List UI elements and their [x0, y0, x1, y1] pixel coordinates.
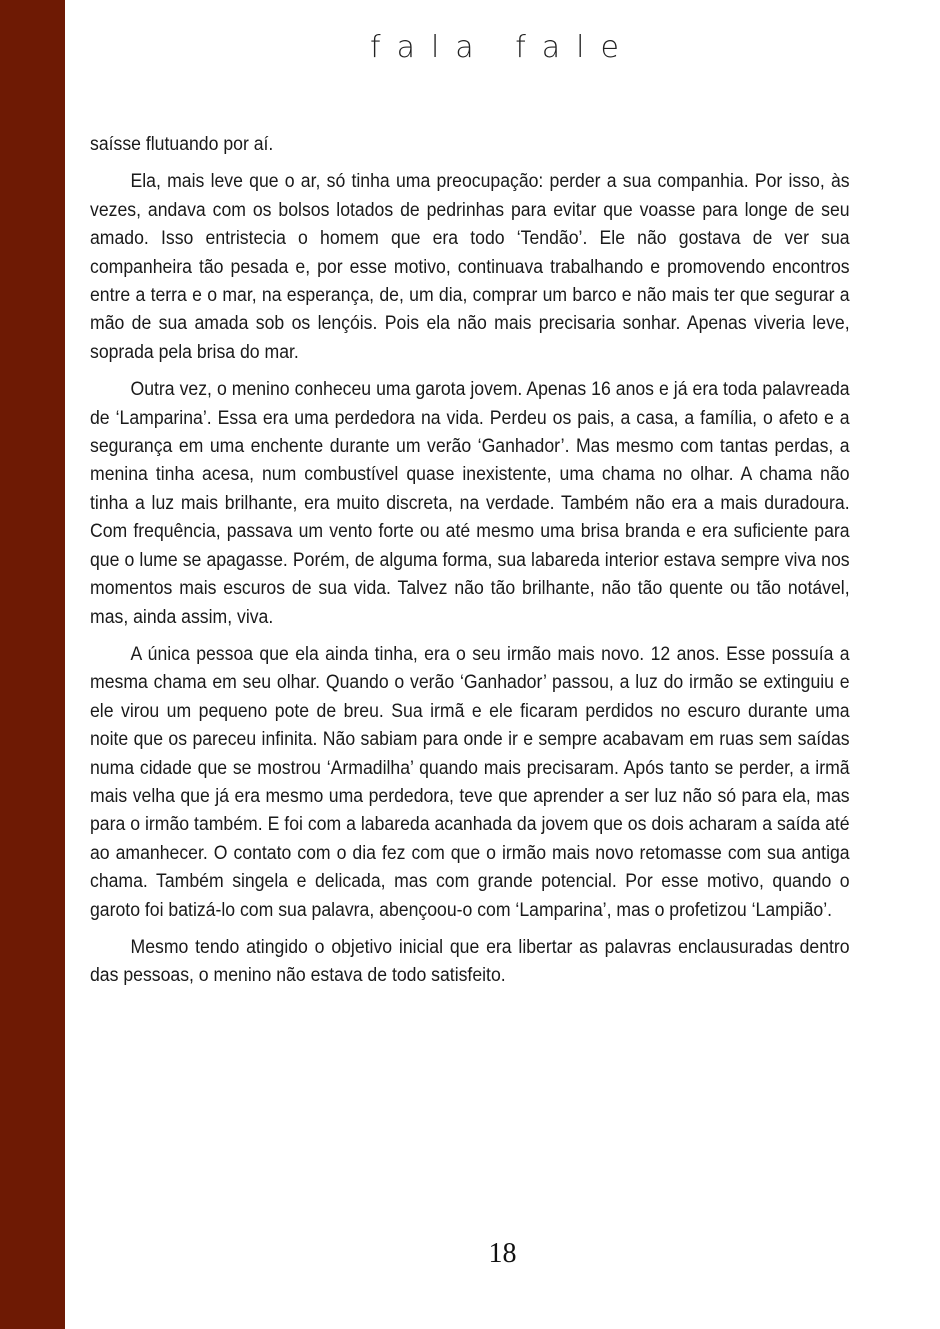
paragraph: Mesmo tendo atingido o objetivo inicial que era libertar as palavras enclausuradas dentro das pessoas, o menino não estava de todo satisfeito.: [90, 935, 850, 987]
running-head: [65, 30, 940, 65]
paragraph: A única pessoa que ela ainda tinha, era o seu irmão mais novo. 12 anos. Esse possuía a mesma chama em seu olhar. Quando o verão ‘Ganhador’ passou, a luz do irmão se extinguiu e ele virou um pequeno pote de breu. Sua irmã e ele ficaram perdidos no escuro durante uma noite que os pareceu infinita. Não sabiam para onde ir e sempre acabavam em ruas sem saídas numa cidade que se mostrou ‘Armadilha’ quando mais precisaram. Após tanto se perder, a irmã mais velha que já era mesmo uma perdedora, teve que aprender a ser luz não só para ela, mas para o irmão também. E foi com a labareda acanhada da jovem que os dois acharam a saída até ao amanhecer. O contato com o dia fez com que o irmão mais novo retomasse com sua antiga chama. Também singela e delicada, mas com grande potencial. Por esse motivo, quando o garoto foi batizá-lo com sua palavra, abençoou-o com ‘Lamparina’, mas o profetizou ‘Lampião’.: [90, 642, 850, 921]
paragraph: Outra vez, o menino conheceu uma garota jovem. Apenas 16 anos e já era toda palavreada de ‘Lamparina’. Essa era uma perdedora na vida. Perdeu os pais, a casa, a família, o afeto e a segurança em uma enchente durante um verão ‘Ganhador’. Mas mesmo com tantas perdas, a menina tinha acesa, num combustível quase inexistente, uma chama no olhar. A chama não tinha a luz mais brilhante, era muito discreta, na verdade. Também não era a mais duradoura. Com frequência, passava um vento forte ou até mesmo uma brisa branda e era suficiente para que o lume se apagasse. Porém, de alguma forma, sua labareda interior estava sempre viva nos momentos mais escuros de sua vida. Talvez não tão brilhante, não tão quente ou tão notável, mas, ainda assim, viva.: [90, 378, 850, 628]
body-text: [90, 130, 850, 999]
page-edge-bar: [0, 0, 65, 1329]
paragraph-continuation: saísse flutuando por aí.: [90, 133, 274, 155]
page-number: 18: [488, 1238, 517, 1269]
running-head-text: fala fale: [370, 30, 635, 65]
paragraph: Ela, mais leve que o ar, só tinha uma preocupação: perder a sua companhia. Por isso, às vezes, andava com os bolsos lotados de pedrinhas para evitar que voasse para longe de seu amado. Isso entristecia o homem que era todo ‘Tendão’. Ele não gostava de ver sua companheira tão pesada e, por esse motivo, continuava trabalhando e promovendo encontros entre a terra e o mar, na esperança, de, um dia, comprar um barco e não mais ter que segurar a mão de sua amada sob os lençóis. Pois ela não mais precisaria sonhar. Apenas viveria leve, soprada pela brisa do mar.: [90, 170, 850, 363]
